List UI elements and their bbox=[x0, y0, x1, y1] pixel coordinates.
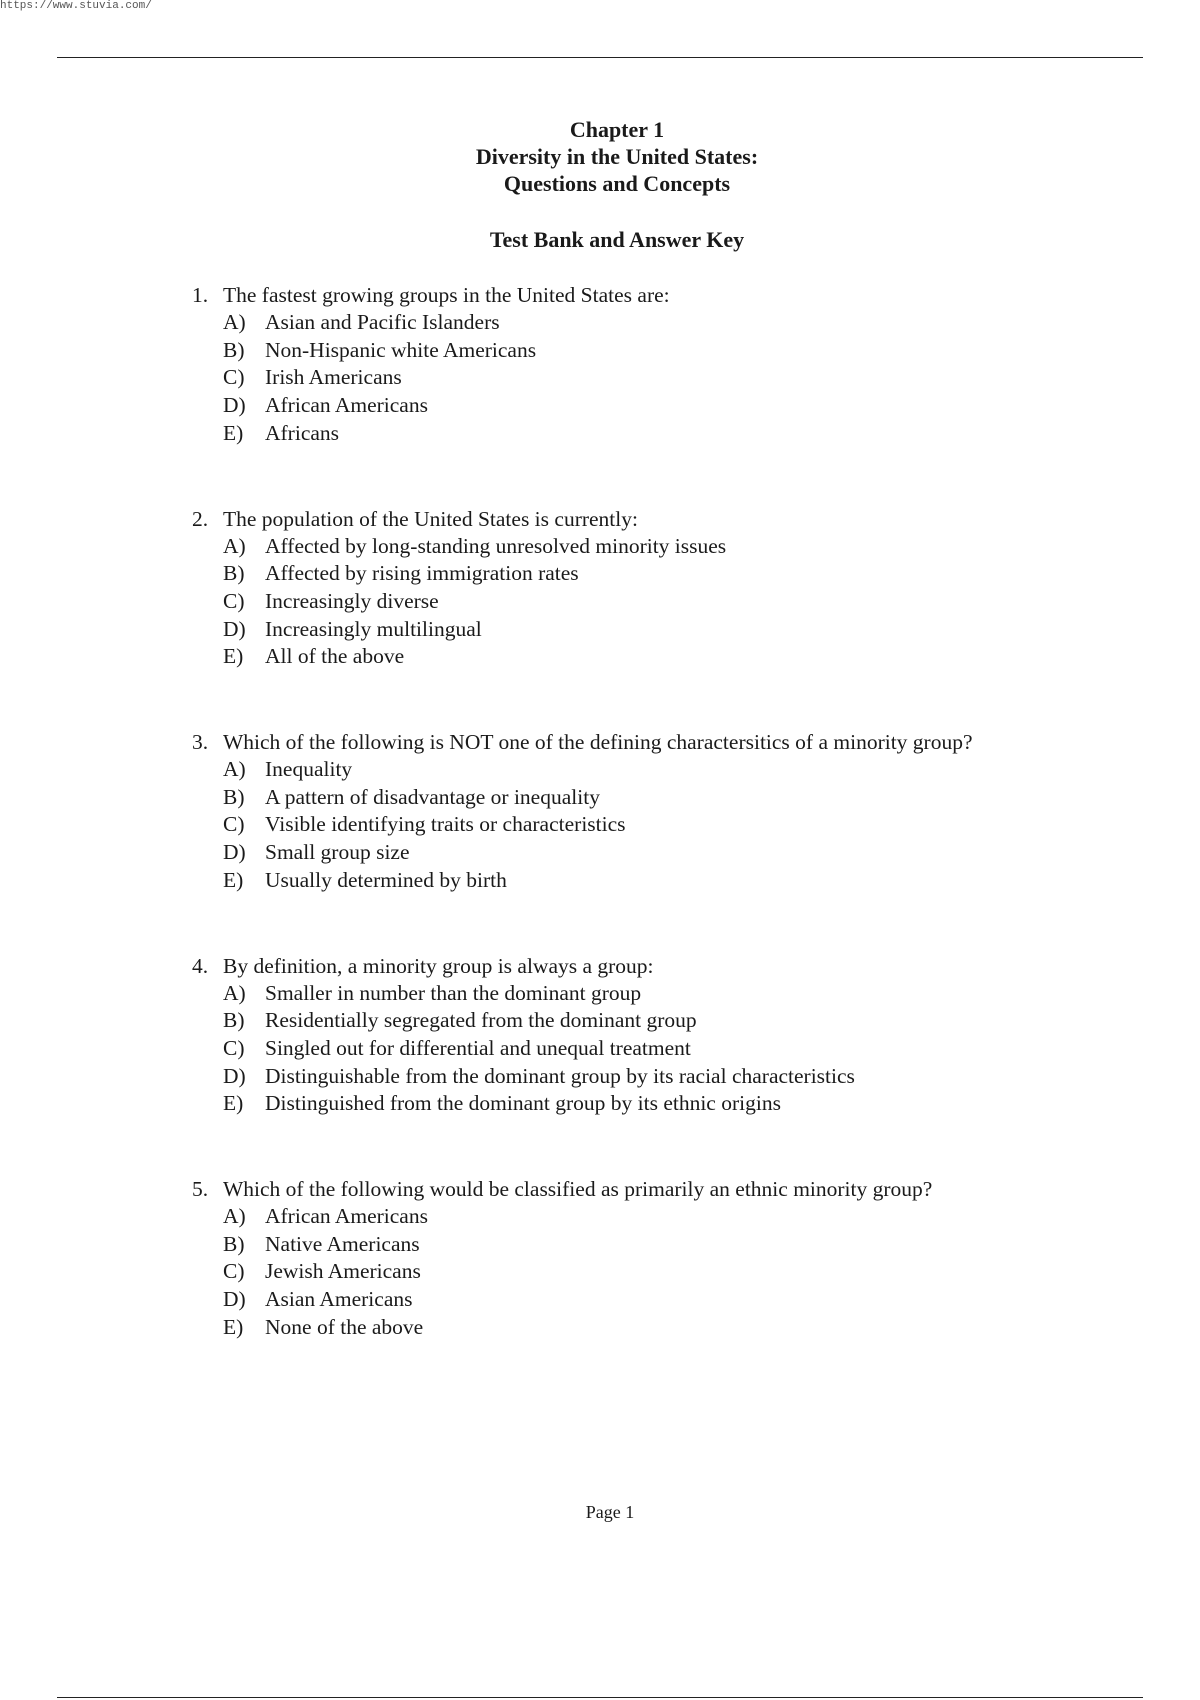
option-letter: C) bbox=[223, 1259, 245, 1284]
option-letter: D) bbox=[223, 840, 246, 865]
option-text: Non-Hispanic white Americans bbox=[265, 337, 537, 362]
question-3 bbox=[192, 728, 1092, 895]
question-number: 3. bbox=[192, 730, 209, 755]
option-letter: B) bbox=[223, 1231, 245, 1256]
page-number: Page 1 bbox=[585, 1502, 635, 1522]
option-e bbox=[223, 867, 1092, 895]
option-b bbox=[223, 560, 1092, 588]
option-letter: A) bbox=[223, 533, 246, 558]
chapter-title-line1: Diversity in the United States: bbox=[475, 144, 759, 169]
chapter-header bbox=[0, 116, 1200, 197]
question-text: By definition, a minority group is always a group: bbox=[223, 953, 654, 978]
option-c bbox=[223, 811, 1092, 839]
option-b bbox=[223, 337, 1092, 365]
option-b bbox=[223, 1231, 1092, 1259]
test-bank-subtitle: Test Bank and Answer Key bbox=[489, 227, 745, 252]
option-c bbox=[223, 588, 1092, 616]
option-letter: E) bbox=[223, 1314, 244, 1339]
option-list bbox=[223, 533, 1092, 672]
option-letter: C) bbox=[223, 812, 245, 837]
option-letter: A) bbox=[223, 1204, 246, 1229]
option-text: Jewish Americans bbox=[265, 1259, 421, 1284]
question-number: 5. bbox=[192, 1177, 209, 1202]
question-number: 2. bbox=[192, 506, 209, 531]
option-list bbox=[223, 756, 1092, 895]
option-text: Irish Americans bbox=[265, 365, 402, 390]
option-text: Affected by long-standing unresolved minority issues bbox=[265, 533, 727, 558]
option-d bbox=[223, 616, 1092, 644]
top-divider bbox=[57, 57, 1143, 58]
option-d bbox=[223, 1286, 1092, 1314]
chapter-title-line2: Questions and Concepts bbox=[503, 171, 731, 196]
option-text: African Americans bbox=[265, 1204, 428, 1229]
option-a bbox=[223, 1203, 1092, 1231]
option-letter: A) bbox=[223, 310, 246, 334]
question-5 bbox=[192, 1175, 1092, 1342]
option-letter: D) bbox=[223, 1063, 246, 1088]
option-text: Increasingly diverse bbox=[265, 588, 439, 613]
source-url: https://www.stuvia.com/ bbox=[0, 0, 152, 12]
option-list bbox=[223, 980, 1092, 1119]
option-b bbox=[223, 784, 1092, 812]
option-a bbox=[223, 309, 1092, 337]
option-d bbox=[223, 839, 1092, 867]
option-list bbox=[223, 1203, 1092, 1342]
option-letter: E) bbox=[223, 867, 244, 892]
option-c bbox=[223, 1035, 1092, 1063]
question-4 bbox=[192, 952, 1092, 1119]
option-text: Smaller in number than the dominant group bbox=[265, 980, 642, 1005]
option-text: A pattern of disadvantage or inequality bbox=[265, 784, 600, 809]
question-1 bbox=[192, 281, 1092, 448]
option-text: Affected by rising immigration rates bbox=[265, 561, 579, 586]
option-letter: B) bbox=[223, 337, 245, 362]
question-number: 1. bbox=[192, 283, 209, 307]
option-text: Native Americans bbox=[265, 1231, 420, 1256]
option-letter: E) bbox=[223, 644, 244, 669]
option-letter: A) bbox=[223, 757, 246, 782]
option-letter: B) bbox=[223, 784, 245, 809]
option-text: Residentially segregated from the dominant group bbox=[265, 1008, 697, 1033]
option-text: Africans bbox=[265, 420, 340, 445]
option-letter: C) bbox=[223, 1035, 245, 1060]
option-letter: D) bbox=[223, 1287, 246, 1312]
question-2 bbox=[192, 505, 1092, 672]
option-a bbox=[223, 756, 1092, 784]
option-d bbox=[223, 392, 1092, 420]
question-number: 4. bbox=[192, 953, 209, 978]
bottom-divider bbox=[57, 1697, 1143, 1698]
option-text: Asian and Pacific Islanders bbox=[265, 310, 500, 334]
option-text: Small group size bbox=[265, 840, 410, 865]
option-b bbox=[223, 1007, 1092, 1035]
option-text: Usually determined by birth bbox=[265, 867, 507, 892]
option-text: None of the above bbox=[265, 1314, 424, 1339]
option-text: Visible identifying traits or characteristics bbox=[265, 812, 626, 837]
option-list bbox=[223, 309, 1092, 448]
option-e bbox=[223, 1090, 1092, 1118]
option-text: Distinguishable from the dominant group by its racial characteristics bbox=[265, 1063, 855, 1088]
option-letter: C) bbox=[223, 588, 245, 613]
option-text: Inequality bbox=[265, 757, 353, 782]
option-letter: B) bbox=[223, 1008, 245, 1033]
option-letter: E) bbox=[223, 420, 244, 445]
option-letter: E) bbox=[223, 1091, 244, 1116]
option-text: Singled out for differential and unequal treatment bbox=[265, 1035, 691, 1060]
option-a bbox=[223, 980, 1092, 1008]
option-e bbox=[223, 1314, 1092, 1342]
option-text: Increasingly multilingual bbox=[265, 616, 482, 641]
option-text: Asian Americans bbox=[265, 1287, 413, 1312]
option-c bbox=[223, 364, 1092, 392]
option-text: Distinguished from the dominant group by its ethnic origins bbox=[265, 1091, 781, 1116]
question-text: The population of the United States is currently: bbox=[223, 506, 638, 531]
question-text: The fastest growing groups in the United States are: bbox=[223, 283, 670, 307]
option-a bbox=[223, 533, 1092, 561]
option-e bbox=[223, 643, 1092, 671]
question-list bbox=[192, 281, 1092, 1399]
question-text: Which of the following is NOT one of the defining charactersitics of a minority group? bbox=[223, 730, 973, 755]
option-text: African Americans bbox=[265, 393, 428, 418]
option-letter: C) bbox=[223, 365, 245, 390]
option-letter: A) bbox=[223, 980, 246, 1005]
option-c bbox=[223, 1258, 1092, 1286]
option-letter: D) bbox=[223, 616, 246, 641]
chapter-number: Chapter 1 bbox=[569, 117, 665, 142]
option-d bbox=[223, 1063, 1092, 1091]
option-e bbox=[223, 420, 1092, 448]
question-text: Which of the following would be classified as primarily an ethnic minority group? bbox=[223, 1177, 933, 1202]
option-text: All of the above bbox=[265, 644, 405, 669]
option-letter: B) bbox=[223, 561, 245, 586]
option-letter: D) bbox=[223, 393, 246, 418]
